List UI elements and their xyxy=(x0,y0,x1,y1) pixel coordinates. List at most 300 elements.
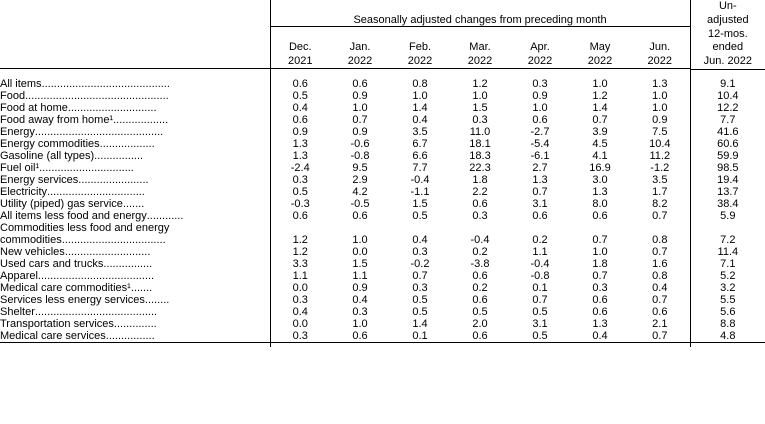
cell-value: 0.0 xyxy=(352,245,368,258)
unadj-line-4: ended xyxy=(712,41,744,54)
cell-value: 1.1 xyxy=(532,245,548,258)
cell-value: 5.9 xyxy=(690,210,765,222)
header-col-jan-2022 xyxy=(330,27,390,69)
row-label xyxy=(0,78,270,90)
row-label-text: Food xyxy=(0,89,26,102)
leader-dots: .................. xyxy=(113,113,169,126)
cell-value: 0.9 xyxy=(352,281,368,294)
cell-value: 1.2 xyxy=(292,245,308,258)
row-label xyxy=(0,90,270,102)
cell-value: -1.1 xyxy=(410,185,430,198)
leader-dots: ............................. xyxy=(67,101,157,114)
cell-value: 0.6 xyxy=(532,209,548,222)
leader-dots: .................. xyxy=(99,137,155,150)
cell-value: 4.1 xyxy=(592,149,608,162)
row-label-text: Fuel oil¹ xyxy=(0,161,40,174)
row-label-text: Gasoline (all types) xyxy=(0,149,95,162)
cell-value: 0.6 xyxy=(472,329,488,342)
cell-value xyxy=(690,222,765,234)
table-body xyxy=(0,78,765,347)
cell-value: 1.1 xyxy=(292,269,308,282)
cell-value: 0.9 xyxy=(292,125,308,138)
header-col-line2: 2022 xyxy=(527,54,553,67)
row-label xyxy=(0,102,270,114)
table-row xyxy=(0,294,765,306)
cell-value: -0.5 xyxy=(350,197,370,210)
cell-value: 3.3 xyxy=(292,257,308,270)
cell-value: 1.0 xyxy=(652,101,668,114)
cell-value: -1.2 xyxy=(650,161,670,174)
row-label-text: Medical care services xyxy=(0,329,106,342)
table-row xyxy=(0,258,765,270)
table-row xyxy=(0,78,765,90)
row-label xyxy=(0,258,270,270)
row-label xyxy=(0,150,270,162)
cell-value: 0.5 xyxy=(292,185,308,198)
cell-value: 1.0 xyxy=(592,77,608,90)
cell-value: 0.3 xyxy=(472,209,488,222)
header-unadjusted-title xyxy=(690,0,765,69)
cell-value: 0.6 xyxy=(532,113,548,126)
row-label xyxy=(0,270,270,282)
bottom-rule-row xyxy=(0,342,765,347)
table-row xyxy=(0,246,765,258)
cell-value: 0.9 xyxy=(652,113,668,126)
cell-value: 0.6 xyxy=(592,293,608,306)
leader-dots: ............................................... xyxy=(25,89,169,102)
cell-value: 13.7 xyxy=(690,186,765,198)
cell-value: 41.6 xyxy=(690,126,765,138)
row-label-text: Energy commodities xyxy=(0,137,100,150)
cell-value: 0.9 xyxy=(532,89,548,102)
cell-value: -0.4 xyxy=(470,233,490,246)
row-label xyxy=(0,198,270,210)
cell-value: 1.0 xyxy=(592,245,608,258)
cell-value: 1.3 xyxy=(592,185,608,198)
leader-dots: .................................. xyxy=(61,233,166,246)
cell-value: 0.7 xyxy=(652,329,668,342)
table-row xyxy=(0,126,765,138)
cell-value: 3.0 xyxy=(592,173,608,186)
cell-value: 0.1 xyxy=(532,281,548,294)
row-label-text: All items less food and energy xyxy=(0,209,147,222)
cell-value: 0.2 xyxy=(532,233,548,246)
cell-value: 0.8 xyxy=(652,233,668,246)
cell-value: 0.5 xyxy=(412,305,428,318)
cell-value: 3.2 xyxy=(690,282,765,294)
cell-value: 0.7 xyxy=(532,185,548,198)
leader-dots: ................................ xyxy=(47,185,145,198)
row-label xyxy=(0,186,270,198)
spacer-v7 xyxy=(630,69,690,78)
cell-value: 1.2 xyxy=(592,89,608,102)
cell-value: 59.9 xyxy=(690,150,765,162)
cell-value: -0.2 xyxy=(410,257,430,270)
header-left-blank xyxy=(0,27,270,69)
header-corner-blank xyxy=(0,0,270,27)
cell-value: 5.5 xyxy=(690,294,765,306)
cell-value: 0.5 xyxy=(412,293,428,306)
cell-value: 5.6 xyxy=(690,306,765,318)
row-label-text: Services less energy services xyxy=(0,293,145,306)
cell-value: 0.3 xyxy=(412,245,428,258)
cell-value: 0.4 xyxy=(412,113,428,126)
cell-value: 11.2 xyxy=(649,149,671,162)
row-label-text: All items xyxy=(0,77,42,90)
unadj-line-5: Jun. 2022 xyxy=(703,55,752,67)
table-row xyxy=(0,90,765,102)
cell-value: 1.0 xyxy=(352,317,368,330)
cell-value: 7.1 xyxy=(690,258,765,270)
header-col-line2: 2022 xyxy=(467,54,493,67)
leader-dots: ........................................ xyxy=(34,305,158,318)
leader-dots: ....................... xyxy=(78,173,149,186)
cell-value xyxy=(630,222,690,234)
cell-value: 0.4 xyxy=(352,293,368,306)
cell-value: 1.2 xyxy=(292,233,308,246)
cell-value: 60.6 xyxy=(690,138,765,150)
row-label xyxy=(0,114,270,126)
header-col-jun-2022 xyxy=(630,27,690,69)
cell-value: 0.8 xyxy=(652,269,668,282)
cell-value: 9.5 xyxy=(352,161,368,174)
spacer-v1 xyxy=(270,69,330,78)
leader-dots: ................ xyxy=(94,149,144,162)
cell-value: 98.5 xyxy=(690,162,765,174)
cell-value: 0.4 xyxy=(292,101,308,114)
cell-value: 1.0 xyxy=(412,89,428,102)
cell-value: 8.2 xyxy=(652,197,668,210)
cell-value: 7.2 xyxy=(690,234,765,246)
cell-value: 1.4 xyxy=(412,101,428,114)
cell-value: 0.4 xyxy=(412,233,428,246)
cell-value: 1.5 xyxy=(472,101,488,114)
cell-value: 10.4 xyxy=(690,90,765,102)
row-label xyxy=(0,222,270,234)
cell-value: 0.4 xyxy=(292,305,308,318)
table-row xyxy=(0,174,765,186)
bottom-rule-cell xyxy=(450,342,510,347)
cell-value: 0.6 xyxy=(352,329,368,342)
cell-value: 0.1 xyxy=(412,329,428,342)
table-row xyxy=(0,306,765,318)
cell-value: 18.1 xyxy=(469,137,491,150)
cell-value: 3.9 xyxy=(592,125,608,138)
cell-value: 2.0 xyxy=(472,317,488,330)
cell-value: 6.7 xyxy=(412,137,428,150)
header-col-line2: 2021 xyxy=(288,54,313,67)
cell-value: 0.6 xyxy=(592,305,608,318)
spacer-label xyxy=(0,69,270,78)
cell-value: 1.0 xyxy=(472,89,488,102)
cell-value: 0.7 xyxy=(352,113,368,126)
spacer-v3 xyxy=(390,69,450,78)
cell-value: 10.4 xyxy=(649,137,671,150)
cell-value: 2.2 xyxy=(472,185,488,198)
cell-value: 3.1 xyxy=(532,317,548,330)
cell-value xyxy=(450,222,510,234)
header-col-dec-2021 xyxy=(270,27,330,69)
row-label-text: Food away from home¹ xyxy=(0,113,114,126)
cell-value: 11.4 xyxy=(690,246,765,258)
cell-value: 0.0 xyxy=(292,281,308,294)
cell-value: 3.1 xyxy=(532,197,548,210)
cell-value: 0.6 xyxy=(292,209,308,222)
cell-value: 1.7 xyxy=(652,185,668,198)
bottom-rule-cell xyxy=(390,342,450,347)
row-label-text: commodities xyxy=(0,233,62,246)
unadj-line-1: Un- xyxy=(718,0,737,12)
table-row xyxy=(0,102,765,114)
row-label-text: Used cars and trucks xyxy=(0,257,104,270)
row-label-text: Electricity xyxy=(0,185,48,198)
cell-value: 0.6 xyxy=(352,209,368,222)
cell-value: 1.2 xyxy=(472,77,488,90)
cell-value: 0.6 xyxy=(652,305,668,318)
leader-dots: ............ xyxy=(146,209,184,222)
row-label-text: New vehicles xyxy=(0,245,65,258)
cell-value: -2.7 xyxy=(530,125,550,138)
table-row xyxy=(0,138,765,150)
cell-value: 0.8 xyxy=(412,77,428,90)
header-col-line1: Jun. xyxy=(649,40,671,53)
header-col-feb-2022 xyxy=(390,27,450,69)
spacer-v4 xyxy=(450,69,510,78)
cell-value: 12.2 xyxy=(690,102,765,114)
unadj-line-3: 12-mos. xyxy=(707,27,748,40)
cell-value: 7.7 xyxy=(412,161,428,174)
row-label-text: Commodities less food and energy xyxy=(0,221,170,234)
cell-value: 0.6 xyxy=(472,293,488,306)
cell-value: 0.7 xyxy=(592,113,608,126)
table-header xyxy=(0,0,765,78)
leader-dots: ....... xyxy=(122,197,145,210)
row-label-text: Energy services xyxy=(0,173,79,186)
header-col-line1: May xyxy=(589,40,611,53)
table-row xyxy=(0,318,765,330)
cell-value: -0.3 xyxy=(290,197,310,210)
cell-value: 0.5 xyxy=(292,89,308,102)
leader-dots: ............................... xyxy=(39,161,134,174)
row-label xyxy=(0,306,270,318)
cell-value xyxy=(390,222,450,234)
header-col-may-2022 xyxy=(570,27,630,69)
bottom-rule-cell xyxy=(510,342,570,347)
row-label-text: Utility (piped) gas service xyxy=(0,197,123,210)
cell-value: 4.8 xyxy=(690,330,765,343)
cell-value: 0.3 xyxy=(532,77,548,90)
cell-value xyxy=(570,222,630,234)
header-col-line2: 2022 xyxy=(587,54,613,67)
cell-value: 8.0 xyxy=(592,197,608,210)
cell-value: -0.4 xyxy=(410,173,430,186)
cell-value: 1.5 xyxy=(352,257,368,270)
header-top-row xyxy=(0,0,765,27)
cell-value: 0.4 xyxy=(652,281,668,294)
table-row xyxy=(0,114,765,126)
row-label xyxy=(0,174,270,186)
cell-value: 1.0 xyxy=(532,101,548,114)
bottom-rule-cell xyxy=(270,342,330,347)
header-span-title: Seasonally adjusted changes from preceding month xyxy=(270,0,690,27)
cell-value: 1.3 xyxy=(292,137,308,150)
cell-value: -6.1 xyxy=(530,149,550,162)
cell-value: 0.5 xyxy=(532,305,548,318)
cell-value: 8.8 xyxy=(690,318,765,330)
cell-value: -5.4 xyxy=(530,137,550,150)
cell-value: 1.8 xyxy=(472,173,488,186)
bottom-rule-cell xyxy=(330,342,390,347)
cell-value: 0.5 xyxy=(532,329,548,342)
cell-value: -2.4 xyxy=(290,161,310,174)
cell-value: 0.9 xyxy=(352,89,368,102)
cell-value: 1.0 xyxy=(352,233,368,246)
cell-value: 4.5 xyxy=(592,137,608,150)
cell-value: 22.3 xyxy=(469,161,491,174)
row-label-text: Shelter xyxy=(0,305,35,318)
cell-value: 0.3 xyxy=(292,293,308,306)
row-label xyxy=(0,162,270,174)
header-col-line1: Dec. xyxy=(288,40,312,53)
row-label xyxy=(0,318,270,330)
cell-value: 0.7 xyxy=(652,209,668,222)
cell-value: 0.7 xyxy=(592,269,608,282)
cell-value xyxy=(510,222,570,234)
row-label-text: Food at home xyxy=(0,101,68,114)
cell-value: 0.3 xyxy=(412,281,428,294)
cell-value: 1.4 xyxy=(592,101,608,114)
cell-value xyxy=(330,222,390,234)
cell-value: 0.3 xyxy=(592,281,608,294)
table-row xyxy=(0,150,765,162)
cell-value: 1.0 xyxy=(652,89,668,102)
cell-value: 1.3 xyxy=(532,173,548,186)
table-row xyxy=(0,234,765,246)
cell-value: -0.6 xyxy=(350,137,370,150)
cell-value: 5.2 xyxy=(690,270,765,282)
cell-value: 3.5 xyxy=(652,173,668,186)
table-row xyxy=(0,222,765,234)
cell-value: 0.2 xyxy=(472,245,488,258)
cell-value: 2.7 xyxy=(532,161,548,174)
cell-value: 19.4 xyxy=(690,174,765,186)
cell-value: 1.6 xyxy=(652,257,668,270)
table-row xyxy=(0,330,765,343)
cell-value: 0.0 xyxy=(292,317,308,330)
cell-value: 0.9 xyxy=(352,125,368,138)
cell-value: 2.1 xyxy=(652,317,668,330)
table-row xyxy=(0,186,765,198)
bottom-rule-cell xyxy=(0,342,270,347)
leader-dots: ................ xyxy=(105,329,155,342)
cell-value: 3.5 xyxy=(412,125,428,138)
table-row xyxy=(0,282,765,294)
leader-dots: ...................................... xyxy=(37,269,155,282)
leader-dots: ............................ xyxy=(64,245,151,258)
cell-value: 0.6 xyxy=(292,77,308,90)
cell-value: 1.5 xyxy=(412,197,428,210)
cell-value: 0.7 xyxy=(532,293,548,306)
cell-value: -0.8 xyxy=(350,149,370,162)
header-col-line1: Mar. xyxy=(469,40,491,53)
spacer-unadj xyxy=(690,69,765,78)
cell-value: 11.0 xyxy=(469,125,491,138)
row-label xyxy=(0,234,270,246)
spacer-v2 xyxy=(330,69,390,78)
cell-value: 0.3 xyxy=(292,173,308,186)
cell-value: 0.5 xyxy=(412,209,428,222)
cell-value: 0.2 xyxy=(472,281,488,294)
cell-value: 0.6 xyxy=(472,197,488,210)
header-col-line1: Apr. xyxy=(530,40,550,53)
header-spacer-row xyxy=(0,69,765,78)
row-label xyxy=(0,330,270,343)
row-label xyxy=(0,246,270,258)
row-label xyxy=(0,294,270,306)
cell-value: 0.6 xyxy=(592,209,608,222)
bottom-rule-cell xyxy=(630,342,690,347)
bottom-rule-cell xyxy=(690,342,765,347)
cell-value: 1.3 xyxy=(292,149,308,162)
cell-value: 0.4 xyxy=(592,329,608,342)
cell-value: 1.0 xyxy=(352,101,368,114)
header-col-mar-2022 xyxy=(450,27,510,69)
row-label xyxy=(0,126,270,138)
cell-value: 6.6 xyxy=(412,149,428,162)
header-col-line1: Jan. xyxy=(349,40,371,53)
row-label-text: Energy xyxy=(0,125,35,138)
cell-value: 0.7 xyxy=(412,269,428,282)
cell-value: 1.3 xyxy=(592,317,608,330)
row-label-text: Apparel xyxy=(0,269,38,282)
cell-value: 0.5 xyxy=(472,305,488,318)
unadj-line-2: adjusted xyxy=(707,13,749,26)
header-col-apr-2022 xyxy=(510,27,570,69)
cell-value: 1.8 xyxy=(592,257,608,270)
cell-value: -0.8 xyxy=(530,269,550,282)
leader-dots: .......................................... xyxy=(41,77,170,90)
cell-value: 18.3 xyxy=(469,149,491,162)
table-row xyxy=(0,210,765,222)
cell-value: 7.7 xyxy=(690,114,765,126)
cell-value: 0.7 xyxy=(652,293,668,306)
leader-dots: ........ xyxy=(144,293,170,306)
cell-value: 1.4 xyxy=(412,317,428,330)
cell-value: 7.5 xyxy=(652,125,668,138)
cell-value: 38.4 xyxy=(690,198,765,210)
cell-value: 0.7 xyxy=(592,233,608,246)
cell-value: 4.2 xyxy=(352,185,368,198)
cell-value: 1.1 xyxy=(352,269,368,282)
row-label xyxy=(0,210,270,222)
cell-value: 0.6 xyxy=(352,77,368,90)
cell-value: 0.6 xyxy=(292,113,308,126)
cell-value: 0.7 xyxy=(652,245,668,258)
table-row xyxy=(0,198,765,210)
row-label xyxy=(0,138,270,150)
table-row xyxy=(0,270,765,282)
leader-dots: ................ xyxy=(103,257,153,270)
cell-value: 1.3 xyxy=(652,77,668,90)
row-label-text: Transportation services xyxy=(0,317,114,330)
leader-dots: .............. xyxy=(113,317,157,330)
cell-value: -0.4 xyxy=(530,257,550,270)
cell-value: 0.3 xyxy=(472,113,488,126)
cell-value: 0.3 xyxy=(292,329,308,342)
table-row xyxy=(0,162,765,174)
cell-value: 0.3 xyxy=(352,305,368,318)
cell-value: 16.9 xyxy=(589,161,611,174)
